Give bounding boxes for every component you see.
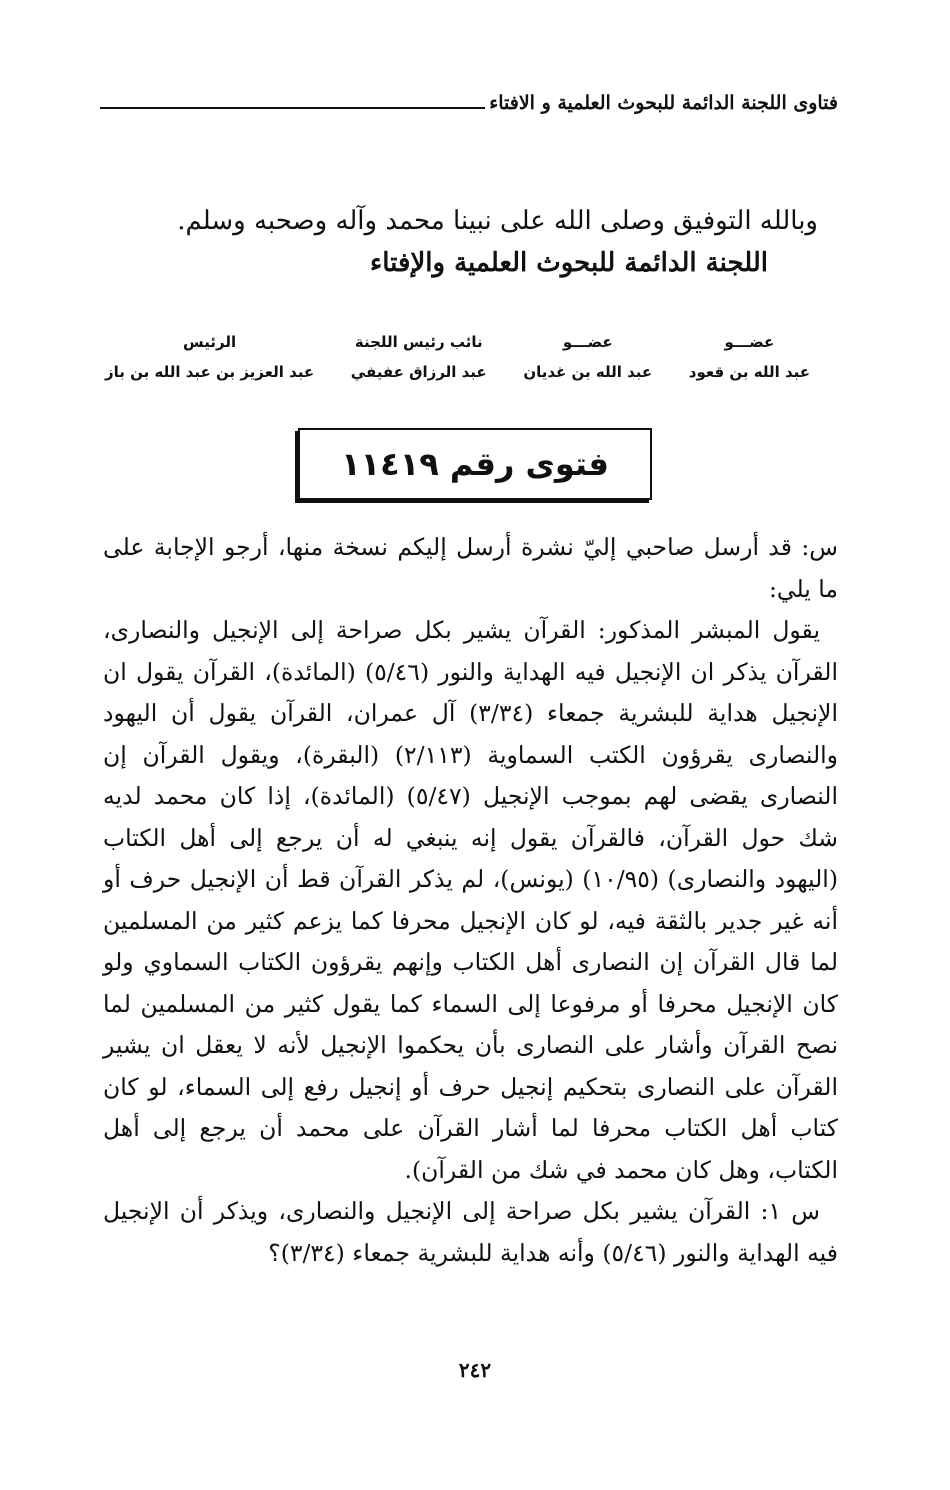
header-rule <box>100 107 485 109</box>
fatwa-title: فتوى رقم ١١٤١٩ <box>341 445 609 483</box>
quoted-text: يقول المبشر المذكور: القرآن يشير بكل صراحة إلى الإنجيل والنصارى، القرآن يذكر ان الإنجيل فيه الهداية والنور (٥/٤٦) (المائدة)، القرآن يقول ان الإنجيل هداية للبشرية جمعاء (٣/٣٤) آل عمران، القرآن يقول أن اليهود والنصارى يقرؤون الكتب السماوية (٢/١١٣) (البقرة)، ويقول القرآن إن النصارى يقضى لهم بموجب الإنجيل (٥/٤٧) (المائدة)، إذا كان محمد لديه شك حول القرآن، فالقرآن يقول إنه ينبغي له أن يرجع إلى أهل الكتاب (اليهود والنصارى) (١٠/٩٥) (يونس)، لم يذكر القرآن قط أن الإنجيل حرف أو أنه غير جدير بالثقة فيه، لو كان الإنجيل محرفا كما يزعم كثير من المسلمين لما قال القرآن إن النصارى أهل الكتاب وإنهم يقرؤون الكتاب السماوي ولو كان الإنجيل محرفا أو مرفوعا إلى السماء كما يقول كثير من المسلمين لما نصح القرآن وأشار على النصارى بأن يحكموا الإنجيل لأنه لا يعقل ان يشير القرآن على النصارى بتحكيم إنجيل حرف أو إنجيل رفع إلى السماء، لو كان كتاب أهل الكتاب محرفا لما أشار القرآن على محمد أن يرجع إلى أهل الكتاب، وهل كان محمد في شك من القرآن). <box>103 616 839 1184</box>
closing-block <box>177 200 818 284</box>
signatory <box>523 333 652 381</box>
fatwa-title-box <box>298 428 652 500</box>
signatory-name: عبد الله بن غديان <box>523 363 653 381</box>
running-title: فتاوى اللجنة الدائمة للبحوث العلمية و الافتاء <box>489 92 838 114</box>
signatory <box>351 333 487 381</box>
signatory-name: عبد العزيز بن عبد الله بن باز <box>105 363 315 381</box>
signatory-name: عبد الرزاق عفيفي <box>350 363 487 381</box>
signatory <box>689 333 810 381</box>
signatory-name: عبد الله بن قعود <box>688 363 810 381</box>
committee-name: اللجنة الدائمة للبحوث العلمية والإفتاء <box>370 248 768 278</box>
signatory-role: الرئيس <box>183 333 237 351</box>
question-1: س ١: القرآن يشير بكل صراحة إلى الإنجيل والنصارى، ويذكر أن الإنجيل فيه الهداية والنور (٥/٤٦) وأنه هداية للبشرية جمعاء (٣/٣٤)؟ <box>103 1197 838 1267</box>
body-text <box>103 527 838 1274</box>
signatory-role: عضـــو <box>724 333 775 351</box>
running-header <box>100 92 838 114</box>
signatory-role: عضـــو <box>562 333 613 351</box>
question-intro: س: قد أرسل صاحبي إليّ نشرة أرسل إليكم نسخة منها، أرجو الإجابة على ما يلي: <box>103 533 838 603</box>
signatures-row <box>105 333 810 381</box>
signatory-role: نائب رئيس اللجنة <box>354 333 483 351</box>
page-number: ٢٤٢ <box>458 1358 492 1382</box>
closing-prayer: وبالله التوفيق وصلى الله على نبينا محمد وآله وصحبه وسلم. <box>177 206 818 236</box>
signatory <box>105 333 314 381</box>
